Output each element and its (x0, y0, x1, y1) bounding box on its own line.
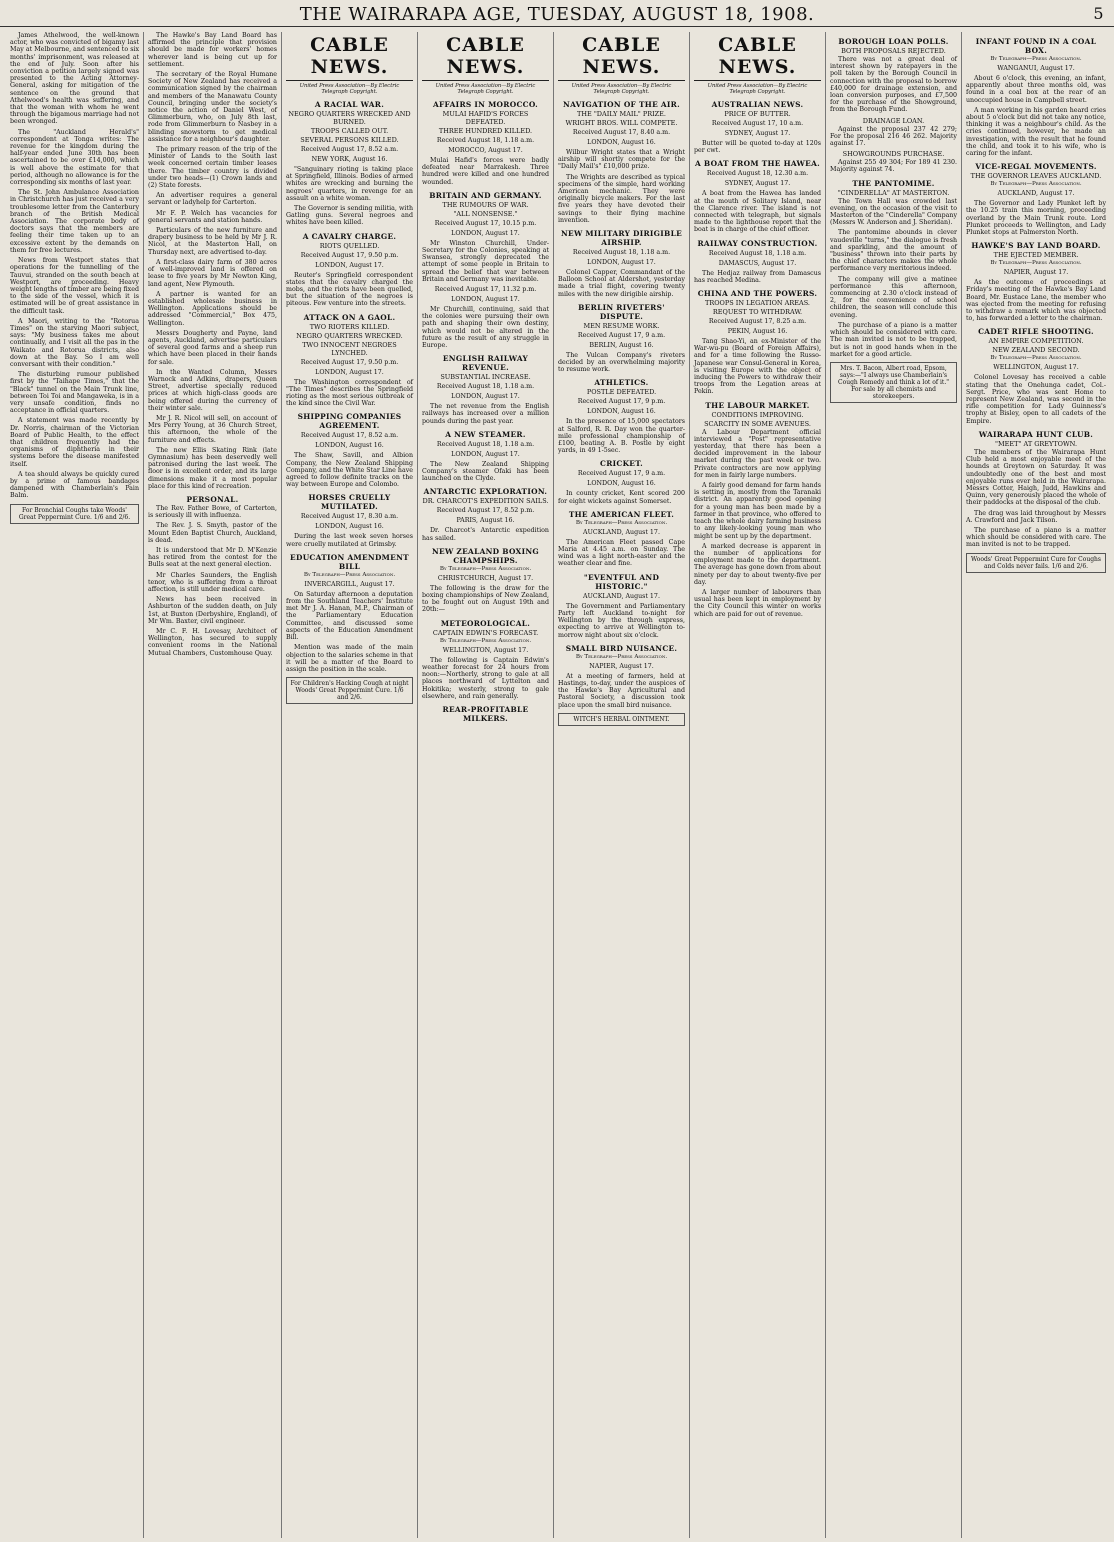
paragraph: During the last week seven horses were cruelly mutilated at Grimsby. (286, 533, 413, 548)
dateline: SYDNEY, August 17. (724, 180, 791, 188)
agency-line: By Telegraph—Press Association. (990, 355, 1082, 362)
dateline: LONDON, August 16. (315, 442, 384, 450)
paragraph: The American Fleet passed Cape Maria at 4.45 a.m. on Sunday. The wind was a light north-easter and the weather clear and fine. (558, 538, 685, 568)
dateline: Received August 17, 9 a.m. (577, 331, 666, 339)
subheadline: THE RUMOURS OF WAR. (442, 200, 529, 209)
paragraph: Butter will be quoted to-day at 120s per cwt. (694, 140, 821, 155)
paragraph: A statement was made recently by Dr. Norris, chairman of the Victorian Board of Public Health, to the effect that children frequently had the organisms of diphtheria in their systems before the disease manifested itself. (10, 417, 139, 468)
section-title: CABLE NEWS. (694, 34, 821, 81)
paragraph: The Washington correspondent of "The Times" describes the Springfield rioting as the most serious outbreak of the kind since the Civil War. (286, 378, 413, 408)
agency-line: By Telegraph—Press Association. (303, 571, 396, 578)
headline: WAIRARAPA HUNT CLUB. (978, 429, 1094, 439)
subheadline: CONDITIONS IMPROVING. (711, 410, 804, 419)
advertisement: Mrs. T. Bacon, Albert road, Epsom, says:—"I always use Chamberlain's Cough Remedy and think a lot of it." For sale by all chemists and storekeepers. (830, 362, 957, 403)
dateline: DAMASCUS, August 17. (718, 259, 797, 267)
dateline: Received August 17, 8.52 p.m. (436, 507, 535, 515)
paragraph: As the outcome of proceedings at Friday's meeting of the Hawke's Bay Land Board, Mr. Eustace Lane, the member who was ejected from the meeting for refusing to withdraw a remark which was objected to, has forwarded a letter to the chairman. (966, 279, 1106, 323)
agency-line: By Telegraph—Press Association. (439, 637, 532, 644)
headline: THE PANTOMIME. (852, 178, 935, 188)
dateline: NEW YORK, August 16. (311, 156, 388, 163)
paragraph: Mr Churchill, continuing, said that the colonies were pursuing their own path and shaping their own destiny, which would not be altered in the future as the result of any struggle in Europe. (422, 306, 549, 350)
paragraph: The disturbing rumour published first by the "Taihape Times," that the "Black" tunnel on the Main Trunk line, between Toi Toi and Mangaweka, is in a very unsafe condition, finds no acceptance in official quarters. (10, 371, 139, 415)
paragraph: A Maori, writing to the "Rotorua Times" on the starving Maori subject, says: "My business takes me about continually, and I visit all the pas in the Waikato and Rotorua districts, also down at the Bay. So I am well conversant with their condition." (10, 317, 139, 368)
paragraph: At a meeting of farmers, held at Hastings, to-day, under the auspices of the Hawke's Bay Agricultural and Pastoral Society, a discussion took place upon the small bird nuisance. (558, 672, 685, 709)
column-1 (6, 32, 144, 1538)
paragraph: The pantomime abounds in clever vaudeville "turns," the dialogue is fresh and sparkling, and the amount of "business" thrown into their parts by the chief characters makes the whole performance very meritorious indeed. (830, 229, 957, 273)
headline: AUSTRALIAN NEWS. (711, 100, 804, 109)
paragraph: The Hawke's Bay Land Board has affirmed the principle that provision should be made for workers' homes wherever land is being cut up for settlement. (148, 32, 277, 68)
dateline: INVERCARGILL, August 17. (304, 580, 395, 588)
dateline: Received August 18, 1.18 a.m. (436, 383, 535, 391)
paragraph: There was not a great deal of interest shown by ratepayers in the poll taken by the Borough Council in connection with the proposal to borrow £40,000 for drainage extension, and loan conversion purposes, and £7,500 for the purchase of the Showground, from the Borough Fund. (830, 56, 957, 114)
dateline: BERLIN, August 16. (589, 341, 654, 349)
dateline: LONDON, August 17. (587, 259, 656, 267)
headline: HORSES CRUELLY MUTILATED. (308, 493, 391, 512)
paragraph: A larger number of labourers than usual has been kept in employment by the City Council this winter on works which are paid for out of revenue. (694, 588, 821, 618)
dateline: LONDON, August 17. (315, 261, 384, 269)
column-8 (962, 32, 1110, 1538)
paragraph: A boat from the Hawea has landed at the mouth of Solitary Island, near the Clarence river. The island is not connected with telegraph, but signals made to the lighthouse report that the boat is in charge of the chief officer. (694, 190, 821, 234)
headline: METEOROLOGICAL. (440, 618, 531, 628)
dateline: AUCKLAND, August 17. (583, 528, 660, 536)
subheadline: RIOTS QUELLED. (319, 241, 380, 250)
wire-credit: United Press Association—By Electric Telegraph Copyright. (707, 83, 808, 95)
headline: VICE-REGAL MOVEMENTS. (975, 162, 1097, 172)
subheadline: TWO INNOCENT NEGROES LYNCHED. (302, 340, 397, 357)
paragraph: News from Westport states that operations for the tunnelling of the Tauvui, stranded on the south beach at Westport, are proceeding. Heavy weight lengths of timber are being fixed to the side of the vessel, which it is estimated will be of great assistance in the difficult task. (10, 257, 139, 315)
subheadline: THE "DAILY MAIL" PRIZE. (577, 110, 666, 118)
paragraph: The New Zealand Shipping Company's steamer Ofaki has been launched on the Clyde. (422, 460, 549, 483)
paragraph: Mr Charles Saunders, the English tenor, who is suffering from a throat affection, is still under medical care. (148, 571, 277, 594)
dateline: AUCKLAND, August 17. (997, 190, 1075, 198)
dateline: NAPIER, August 17. (1003, 269, 1069, 277)
dateline: Received August 17, 10.15 p.m. (434, 219, 537, 227)
subheadline: WRIGHT BROS. WILL COMPETE. (565, 119, 678, 127)
agency-line: By Telegraph—Press Association. (575, 653, 668, 660)
headline: CRICKET. (600, 459, 643, 469)
dateline: LONDON, August 16. (587, 139, 656, 146)
paragraph: Mr J. R. Nicol will sell, on account of Mrs Perry Young, at 36 Church Street, this afternoon, the whole of the furniture and effects. (148, 414, 277, 444)
subheadline: SHOWGROUNDS PURCHASE. (842, 150, 945, 159)
subheadline: POSTLE DEFEATED. (586, 388, 657, 397)
subheadline: DRAINAGE LOAN. (862, 116, 925, 125)
subheadline: "ALL NONSENSE." (453, 209, 518, 218)
headline: A CAVALRY CHARGE. (302, 231, 397, 241)
headline: HAWKE'S BAY LAND BOARD. (971, 241, 1101, 251)
dateline: NAPIER, August 17. (589, 662, 654, 670)
dateline: Received August 18, 1.18 a.m. (436, 137, 535, 144)
dateline: Received August 18, 1.18 a.m. (572, 249, 671, 257)
paragraph: The Town Hall was crowded last evening, on the occasion of the visit to Masterton of the "Cinderella" Company (Messrs W. Anderson and J. Sheridan). (830, 197, 957, 227)
dateline: LONDON, August 17. (315, 368, 384, 376)
headline: RAILWAY CONSTRUCTION. (697, 238, 818, 248)
headline: BOROUGH LOAN POLLS. (838, 37, 949, 46)
subheadline: REQUEST TO WITHDRAW. (712, 308, 803, 317)
dateline: MOROCCO, August 17. (448, 147, 523, 154)
paragraph: Dr. Charcot's Antarctic expedition has sailed. (422, 527, 549, 542)
dateline: Received August 18, 1.18 a.m. (436, 440, 535, 448)
subheadline: AN EMPIRE COMPETITION. (988, 337, 1084, 346)
dateline: Received August 17, 8.52 a.m. (300, 432, 399, 440)
subheadline: TROOPS IN LEGATION AREAS. (705, 299, 810, 308)
paragraph: It is understood that Mr D. M'Kenzie has retired from the contest for the Bulls seat at the next general election. (148, 547, 277, 569)
paragraph: Mr F. P. Welch has vacancies for general servants and station hands. (148, 209, 277, 224)
dateline: Received August 17, 9 a.m. (577, 470, 666, 478)
paragraph: A man working in his garden heard cries about 5 o'clock but did not take any notice, thinking it was a neighbour's child. As the cries continued, however, he made an investigation, with the result that he found the child, and took it to his wife, who is caring for the infant. (966, 106, 1106, 158)
headline: CHINA AND THE POWERS. (697, 289, 818, 299)
dateline: Received August 17, 10 a.m. (711, 120, 804, 127)
paragraph: The Shaw, Savill, and Albion Company, the New Zealand Shipping Company, and the White Star Line have agreed to follow definite tracks on the way between Europe and Colombo. (286, 452, 413, 489)
paragraph: Against the proposal 237 42 279; For the proposal 216 46 262. Majority against 17. (830, 125, 957, 148)
headline: SHIPPING COMPANIES AGREEMENT. (297, 412, 402, 431)
paragraph: "Sanguinary rioting is taking place at Springfield, Illinois. Bodies of armed whites are wrecking and burning the negroes' quarters, in revenge for an assault on a white woman. (286, 166, 413, 202)
dateline: LONDON, August 17. (451, 450, 520, 458)
paragraph: The Government and Parliamentary Party left Auckland to-night for Wellington by the through express, expecting to arrive at Wellington to-morrow night about six o'clock. (558, 602, 685, 639)
subheadline: "MEET" AT GREYTOWN. (994, 439, 1078, 448)
paragraph: The purchase of a piano is a matter which should be considered with care. The man invited is not to be trapped, but is not in good hands when in the market for a good article. (830, 321, 957, 358)
paragraph: Colonel Lovesay has received a cable stating that the Onehunga cadet, Col.-Sergt. Price, who was sent Home to represent New Zealand, was second in the rifle competition for Lady Guinness's trophy at Bisley, open to all cadets of the Empire. (966, 374, 1106, 425)
wire-credit: United Press Association—By Electric Telegraph Copyright. (435, 83, 536, 95)
advertisement: Woods' Great Peppermint Cure for Coughs and Colds never fails. 1/6 and 2/6. (966, 553, 1106, 573)
column-6 (690, 32, 826, 1538)
dateline: Received August 17, 8.52 a.m. (300, 146, 399, 153)
subheadline: DR. CHARCOT'S EXPEDITION SAILS. (422, 497, 549, 506)
dateline: LONDON, August 16. (315, 523, 384, 531)
column-3 (282, 32, 418, 1538)
paragraph: The net revenue from the English railways has increased over a million pounds during the past year. (422, 403, 549, 425)
paragraph: The Hedjaz railway from Damascus has reached Medina. (694, 269, 821, 284)
headline: "EVENTFUL AND HISTORIC." (583, 572, 660, 591)
section-title: CABLE NEWS. (558, 34, 685, 81)
paragraph: In county cricket, Kent scored 200 for eight wickets against Somerset. (558, 490, 685, 505)
dateline: LONDON, August 16. (587, 480, 656, 488)
subheadline: THE GOVERNOR LEAVES AUCKLAND. (970, 172, 1102, 181)
subheadline: PRICE OF BUTTER. (724, 110, 791, 118)
paragraph: The new Ellis Skating Rink (late Gymnasium) has been deservedly well patronised during the last week. The floor is in excellent order, and its large dimensions make it a most popular place for this kind of recreation. (148, 446, 277, 490)
paragraph: Tang Shao-Yi, an ex-Minister of the War-wu-pu (Board of Foreign Affairs), and for a time following the Russo-Japanese war Consul-General in Korea, is visiting Europe with the object of inducing the Powers to withdraw their troops from the Legation areas at Pekin. (694, 338, 821, 396)
paragraph: Messrs Dougherty and Payne, land agents, Auckland, advertise particulars of several good farms and a sheep run which have been placed in their hands for sale. (148, 329, 277, 366)
column-7 (826, 32, 962, 1538)
paragraph: The members of the Wairarapa Hunt Club held a most enjoyable meet of the hounds at Greytown on Saturday. It was undoubtedly one of the best and most enjoyable runs ever held in the Wairarapa. Messrs Cotter, Haigh, Judd, Hawkins and Quinn, very generously placed the whole of their paddocks at the disposal of the club. (966, 448, 1106, 507)
dateline: WELLINGTON, August 17. (993, 364, 1079, 372)
dateline: AUCKLAND, August 17. (583, 592, 660, 600)
paragraph: About 6 o'clock, this evening, an infant, apparently about three months old, was found in a coal box at the rear of an unoccupied house in Campbell street. (966, 75, 1106, 104)
dateline: LONDON, August 17. (451, 296, 520, 304)
paragraph: In the Wanted Column, Messrs Warnock and Adkins, drapers, Queen Street, advertise specially reduced prices at which high-class goods are being offered during the currency of their winter sale. (148, 368, 277, 412)
dateline: WANGANUI, August 17. (997, 65, 1075, 72)
paragraph: A partner is wanted for an established wholesale business in Wellington. Applications should be addressed "Commercial," Box 475, Wellington. (148, 290, 277, 327)
section-title: CABLE NEWS. (286, 34, 413, 81)
paragraph: The primary reason of the trip of the Minister of Lands to the South last week concerned certain timber leases there. The timber country is divided under two heads—(1) Crown lands and (2) State forests. (148, 146, 277, 190)
agency-line: By Telegraph—Press Association. (990, 260, 1082, 267)
masthead-title: THE WAIRARAPA AGE, TUESDAY, AUGUST 18, 1908. (299, 4, 815, 25)
paragraph: The secretary of the Royal Humane Society of New Zealand has received a communication signed by the chairman and members of the Manawatu County Council, bringing under the society's notice the action of Daniel West, of Glimmerburn, who, on July 8th last, rode from Glimmerburn to Nasbey in a blinding snowstorm to get medical assistance for a neighbour's daughter. (148, 71, 277, 143)
paragraph: A fairly good demand for farm hands is setting in, mostly from the Taranaki district. An apparently good opening for a young man has been made by a farmer in that province, who offered to teach the whole dairy farming business to any likely-looking young man who might be sent up by the department. (694, 482, 821, 540)
subheadline: BOTH PROPOSALS REJECTED. (841, 47, 946, 55)
dateline: Received August 17, 8.25 a.m. (708, 318, 807, 326)
paragraph: Mr Winston Churchill, Under-Secretary for the Colonies, speaking at Swansea, strongly deprecated the attempt of some people in Britain to spread the belief that war between Britain and Germany was inevitable. (422, 239, 549, 283)
agency-line: By Telegraph—Press Association. (990, 56, 1082, 62)
paragraph: The following is the draw for the boxing championships of New Zealand, to be fought out on August 19th and 20th:— (422, 584, 549, 614)
headline: NEW MILITARY DIRIGIBLE AIRSHIP. (560, 229, 683, 248)
headline: AFFAIRS IN MOROCCO. (432, 100, 539, 109)
subheadline: CAPTAIN EDWIN'S FORECAST. (432, 628, 539, 637)
paragraph: The Governor and Lady Plunket left by the 10.25 train this morning, proceeding overland by the Main Trunk route. Lord Plunket proceeds to Wellington, and Lady Plunket stops at Palmerston North. (966, 200, 1106, 237)
headline: THE AMERICAN FLEET. (568, 509, 675, 519)
subheadline: TROOPS CALLED OUT. (310, 127, 389, 135)
dateline: Received August 17, 11.32 p.m. (434, 286, 537, 294)
paragraph: A marked decrease is apparent in the number of applications for employment made to the department. The average has gone down from about ninety per day to about twenty-five per day. (694, 542, 821, 586)
paragraph: Mr C. F. H. Lovesay, Architect of Wellington, has secured to supply convenient rooms in the National Mutual Chambers, Customhouse Quay. (148, 628, 277, 657)
subheadline: NEGRO QUARTERS WRECKED. (296, 331, 403, 340)
paragraph: The "Auckland Herald's" correspondent at Tonga writes: The revenue for the kingdom during the half-year ended June 30th has been ascertained to be over £14,000, which is well above the estimate for that period, although no allowance is for the corresponding six months of last year. (10, 128, 139, 187)
column-2 (144, 32, 282, 1538)
headline: THE LABOUR MARKET. (705, 400, 810, 410)
paragraph: The Vulcan Company's riveters decided by an overwhelming majority to resume work. (558, 351, 685, 374)
dateline: CHRISTCHURCH, August 17. (437, 574, 534, 582)
subheadline: "CINDERELLA" AT MASTERTON. (837, 188, 950, 197)
headline: BRITAIN AND GERMANY. (429, 190, 542, 200)
dateline: Received August 18, 12.30 a.m. (706, 170, 809, 178)
dateline: LONDON, August 16. (587, 408, 656, 416)
paragraph: The Wrights are described as typical specimens of the simple, hard working American mechanic. They were originally bicycle makers. For the last five years they have devoted their savings to their flying machine invention. (558, 173, 685, 224)
headline: A BOAT FROM THE HAWEA. (695, 159, 820, 169)
paragraph: News has been received in Ashburton of the sudden death, on July 1st, at Buxton (Derbyshire, England), of Mr Wm. Baxter, civil engineer. (148, 596, 277, 625)
dateline: LONDON, August 17. (451, 393, 520, 401)
paragraph: The Governor is sending militia, with Gatling guns. Several negroes and whites have been killed. (286, 205, 413, 227)
columns-container (6, 32, 1110, 1538)
paragraph: A tea should always be quickly cured by a prime of famous bandages dampened with Chamberlain's Pain Balm. (10, 470, 139, 500)
headline: BERLIN RIVETERS' DISPUTE. (578, 302, 665, 321)
headline: A RACIAL WAR. (314, 100, 385, 109)
headline: NEW ZEALAND BOXING CHAMPSHIPS. (431, 546, 540, 565)
dateline: PARIS, August 16. (456, 517, 515, 525)
paragraph: Against 255 49 304; For 189 41 230. Majority against 74. (830, 159, 957, 174)
paragraph: On Saturday afternoon a deputation from the Southland Teachers' Institute met Mr J. A. Hanan, M.P., Chairman of the Parliamentary Education Committee, and discussed some aspects of the Education Amendment Bill. (286, 590, 413, 642)
agency-line: By Telegraph—Press Association. (575, 519, 668, 526)
wire-credit: United Press Association—By Electric Telegraph Copyright. (299, 83, 400, 95)
headline: ANTARCTIC EXPLORATION. (423, 487, 548, 497)
page-number: 5 (1093, 4, 1104, 23)
paragraph: A first-class dairy farm of 380 acres of well-improved land is offered on lease to five years by Mr Newton King, land agent, New Plymouth. (148, 258, 277, 288)
paragraph: The following is Captain Edwin's weather forecast for 24 hours from noon:—Northerly, strong to gale at all places northward of Lyttelton and Hokitika; westerly, strong to gale elsewhere, and rain generally. (422, 656, 549, 700)
dateline: WELLINGTON, August 17. (442, 646, 529, 654)
headline: CADET RIFLE SHOOTING. (978, 327, 1094, 337)
paragraph: Mention was made of the main objection to the salaries scheme in that it will be a matter of the Board to assign the position in the scale. (286, 644, 413, 673)
subheadline: NEGRO QUARTERS WRECKED AND BURNED. (288, 110, 411, 126)
subheadline: SCARCITY IN SOME AVENUES. (704, 419, 811, 428)
paragraph: Wilbur Wright states that a Wright airship will shortly compete for the "Daily Mail's" £10,000 prize. (558, 149, 685, 171)
subheadline: SUBSTANTIAL INCREASE. (440, 373, 531, 382)
dateline: LONDON, August 17. (451, 229, 520, 237)
paragraph: The purchase of a piano is a matter which should be considered with care. The man invited is not to be trapped. (966, 526, 1106, 549)
advertisement: WITCH'S HERBAL OINTMENT. (558, 713, 685, 726)
headline: ATTACK ON A GAOL. (303, 312, 396, 322)
paragraph: The company will give a matinee performance this afternoon, commencing at 2.30 o'clock instead of 2, for the convenience of school children, the season will conclude this evening. (830, 275, 957, 319)
paragraph: The Rev. Father Bowe, of Carterton, is seriously ill with influenza. (148, 504, 277, 520)
dateline: Received August 17, 8.40 a.m. (572, 129, 671, 136)
subheadline: THREE HUNDRED KILLED. (438, 127, 533, 135)
paragraph: Particulars of the new furniture and drapery business to be held by Mr J. R. Nicol, at the Masterton Hall, on Thursday next, are advertised to-day. (148, 227, 277, 256)
advertisement: For Children's Hacking Cough at night Woods' Great Peppermint Cure. 1/6 and 2/6. (286, 677, 413, 704)
dateline: Received August 18, 1.18 a.m. (708, 249, 807, 257)
agency-line: By Telegraph—Press Association. (990, 181, 1082, 188)
dateline: Received August 17, 9.50 p.m. (300, 358, 399, 366)
headline: REAR-PROFITABLE MILKERS. (442, 704, 529, 723)
paragraph: In the presence of 15,000 spectators at Salford, R. R. Day won the quarter-mile professional championship of £100, beating A. B. Postle by eight yards, in 49 1-5sec. (558, 418, 685, 455)
headline: INFANT FOUND IN A COAL BOX. (975, 37, 1097, 55)
paragraph: A Labour Department official interviewed a "Post" representative yesterday, that there has been a decided improvement in the labour market during the past week or two. Private contractors are now applying for men in fairly large numbers. (694, 428, 821, 479)
subheadline: NEW ZEALAND SECOND. (992, 346, 1080, 355)
headline: EDUCATION AMENDMENT BILL (290, 552, 409, 571)
dateline: Received August 17, 9 p.m. (577, 398, 666, 406)
paragraph: James Athelwood, the well-known actor, who was convicted of bigamy last May at Melbourne, and sentenced to six months' imprisonment, was released at the end of July. Soon after his conviction a petition largely signed was presented to the Acting Attorney-General, asking for mitigation of the sentence on the ground that Athelwood's health was suffering, and that the woman with whom he went through the bigamous marriage had not been wronged. (10, 32, 139, 126)
subheadline: SEVERAL PERSONS KILLED. (300, 136, 399, 144)
masthead (0, 4, 1114, 27)
paragraph: The St. John Ambulance Association in Christchurch has just received a very troublesome letter from the Canterbury branch of the British Medical Association. The corporate body of doctors says that the members are feeling their time taken up to an excessive extent by the demands on them for free lectures. (10, 189, 139, 254)
headline: A NEW STEAMER. (445, 429, 526, 439)
headline: ENGLISH RAILWAY REVENUE. (442, 354, 529, 373)
paragraph: Colonel Capper, Commandant of the Balloon School at Aldershot, yesterday made a trial flight, covering twenty miles with the new dirigible airship. (558, 269, 685, 298)
paragraph: The Rev. J. S. Smyth, pastor of the Mount Eden Baptist Church, Auckland, is dead. (148, 522, 277, 544)
dateline: SYDNEY, August 17. (724, 130, 791, 137)
dateline: Received August 17, 8.30 a.m. (300, 513, 399, 521)
advertisement: For Bronchial Coughs take Woods' Great Peppermint Cure. 1/6 and 2/6. (10, 504, 139, 524)
column-4 (418, 32, 554, 1538)
paragraph: Mulai Hafid's forces were badly defeated near Marrakesh. Three hundred were killed and one hundred wounded. (422, 157, 549, 186)
section-title: CABLE NEWS. (422, 34, 549, 81)
column-5 (554, 32, 690, 1538)
dateline: PEKIN, August 16. (727, 328, 788, 336)
dateline: Received August 17, 9.50 p.m. (300, 251, 399, 259)
headline: SMALL BIRD NUISANCE. (565, 643, 678, 653)
subheadline: MEN RESUME WORK. (583, 321, 660, 330)
agency-line: By Telegraph—Press Association. (439, 565, 532, 572)
paragraph: Reuter's Springfield correspondent states that the cavalry charged the mobs, and the riots have been quelled, but the situation of the negroes is piteous. Few venture into the streets. (286, 271, 413, 308)
paragraph: An advertiser requires a general servant or ladyhelp for Carterton. (148, 192, 277, 207)
subheadline: THE EJECTED MEMBER. (993, 251, 1079, 260)
subheadline: MULAI HAFID'S FORCES DEFEATED. (442, 110, 529, 126)
headline: PERSONAL. (186, 494, 239, 504)
headline: NAVIGATION OF THE AIR. (563, 100, 680, 109)
subheadline: TWO RIOTERS KILLED. (309, 322, 390, 331)
wire-credit: United Press Association—By Electric Telegraph Copyright. (571, 83, 672, 95)
headline: ATHLETICS. (594, 378, 649, 388)
paragraph: The drag was laid throughout by Messrs A. Crawford and Jack Tilson. (966, 509, 1106, 524)
